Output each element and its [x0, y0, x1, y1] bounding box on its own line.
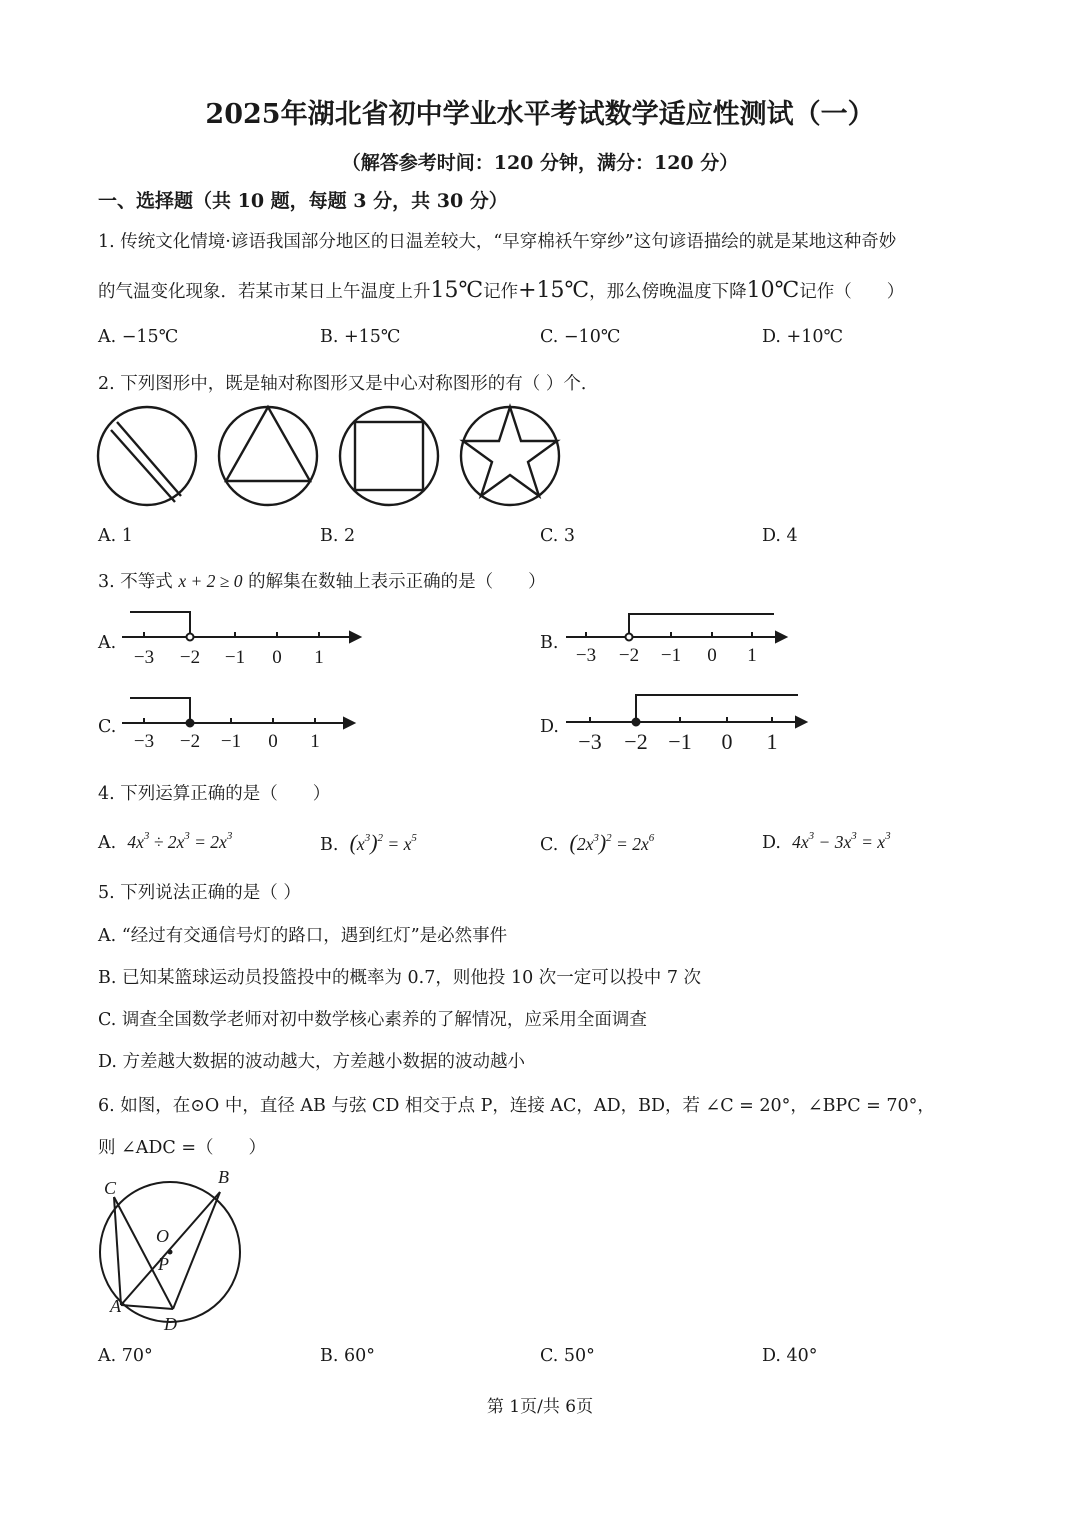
page-footer: 第 1页/共 6页 [486, 1397, 594, 1417]
q4-option-d: D. $4x^3 - 3x^3 = x^3$ [762, 830, 891, 853]
tick-label: −1 [224, 647, 246, 668]
q4-option-a: A. $4x^3 \div 2x^3 = 2x^3$ [98, 830, 233, 853]
tick-label: 0 [707, 645, 717, 666]
q2-option-d: D. 4 [762, 526, 798, 546]
tick-label: −3 [578, 729, 602, 754]
section-heading: 一、选择题（共 10 题，每题 3 分，共 30 分） [98, 190, 508, 212]
q6-option-d: D. 40° [762, 1346, 818, 1366]
tick-label: 0 [268, 731, 278, 752]
tick-label: −2 [179, 647, 201, 668]
figure-circle-star [461, 407, 559, 505]
q6-line1: 6. 如图，在⊙O 中，直径 AB 与弦 CD 相交于点 P，连接 AC，AD，BD，若 ∠C = 20°，∠BPC = 70°， [98, 1096, 935, 1116]
q6-option-a: A. 70° [98, 1346, 153, 1366]
figure-circle-slash [98, 407, 196, 505]
q4-stem: 4. 下列运算正确的是（ ） [98, 784, 331, 804]
q5-option-c: C. 调查全国数学老师对初中数学核心素养的了解情况，应采用全面调查 [98, 1010, 647, 1030]
q4-option-c: C. $(2x^3)^2 = 2x^6$ [540, 830, 655, 855]
q1-line1: 1. 传统文化情境·谚语我国部分地区的日温差较大，“早穿棉袄午穿纱”这句谚语描绘的就是某地这种奇妙 [98, 232, 897, 252]
exam-info: （解答参考时间：120 分钟，满分：120 分） [341, 152, 739, 174]
q3-number-line-a [118, 606, 368, 670]
q6-line2: 则 ∠ADC =（ ） [98, 1138, 267, 1158]
q3-stem: 3. 不等式 x + 2 ≥ 0 的解集在数轴上表示正确的是（ ） [98, 571, 546, 592]
figure-circle-square [340, 407, 438, 505]
q6-option-c: C. 50° [540, 1346, 595, 1366]
q6-circle-figure [90, 1160, 260, 1340]
q1-option-c: C. −10℃ [540, 327, 621, 347]
q6-option-b: B. 60° [320, 1346, 376, 1366]
q1-option-a: A. −15℃ [98, 327, 179, 347]
tick-label: 1 [314, 647, 324, 668]
q5-option-b: B. 已知某篮球运动员投篮投中的概率为 0.7，则他投 10 次一定可以投中 7 次 [98, 968, 702, 988]
q3-option-b-label: B. [540, 633, 559, 653]
q4-option-b: B. $(x^3)^2 = x^5$ [320, 830, 417, 855]
tick-label: −1 [660, 645, 682, 666]
tick-label: 1 [310, 731, 320, 752]
point-label-c: C [104, 1178, 117, 1198]
page-title: 2025年湖北省初中学业水平考试数学适应性测试（一） [205, 99, 875, 130]
tick-label: −2 [179, 731, 201, 752]
tick-label: −2 [618, 645, 640, 666]
tick-label: −3 [575, 645, 597, 666]
q5-option-a: A. “经过有交通信号灯的路口，遇到红灯”是必然事件 [98, 926, 508, 946]
point-label-o: O [156, 1226, 169, 1246]
tick-label: −3 [133, 647, 155, 668]
q5-option-d: D. 方差越大数据的波动越大，方差越小数据的波动越小 [98, 1052, 526, 1072]
tick-label: 0 [272, 647, 282, 668]
q1-line2: 的气温变化现象．若某市某日上午温度上升15℃记作+15℃，那么傍晚温度下降10℃记作（ ） [98, 278, 905, 303]
q2-option-b: B. 2 [320, 526, 356, 546]
point-label-b: B [218, 1167, 229, 1187]
point-label-a: A [110, 1296, 121, 1316]
tick-label: 1 [766, 729, 778, 754]
tick-label: −2 [624, 729, 648, 754]
point-label-d: D [164, 1314, 177, 1334]
q3-option-a-label: A. [98, 633, 117, 653]
q1-option-b: B. +15℃ [320, 327, 401, 347]
q2-option-a: A. 1 [98, 526, 133, 546]
figure-circle-triangle [219, 407, 317, 505]
q3-number-line-c [118, 690, 358, 754]
q1-option-d: D. +10℃ [762, 327, 844, 347]
q2-option-c: C. 3 [540, 526, 576, 546]
q3-option-d-label: D. [540, 717, 559, 737]
q5-stem: 5. 下列说法正确的是（ ） [98, 883, 301, 903]
tick-label: −3 [133, 731, 155, 752]
tick-label: 0 [721, 729, 733, 754]
q3-option-c-label: C. [98, 717, 117, 737]
tick-label: −1 [668, 729, 692, 754]
point-label-p: P [158, 1254, 169, 1274]
tick-label: −1 [220, 731, 242, 752]
q3-number-line-b [562, 606, 792, 670]
q3-number-line-d [562, 684, 812, 756]
q2-figures [95, 402, 565, 514]
q2-stem: 2. 下列图形中，既是轴对称图形又是中心对称图形的有（ ）个． [98, 374, 599, 394]
tick-label: 1 [747, 645, 757, 666]
